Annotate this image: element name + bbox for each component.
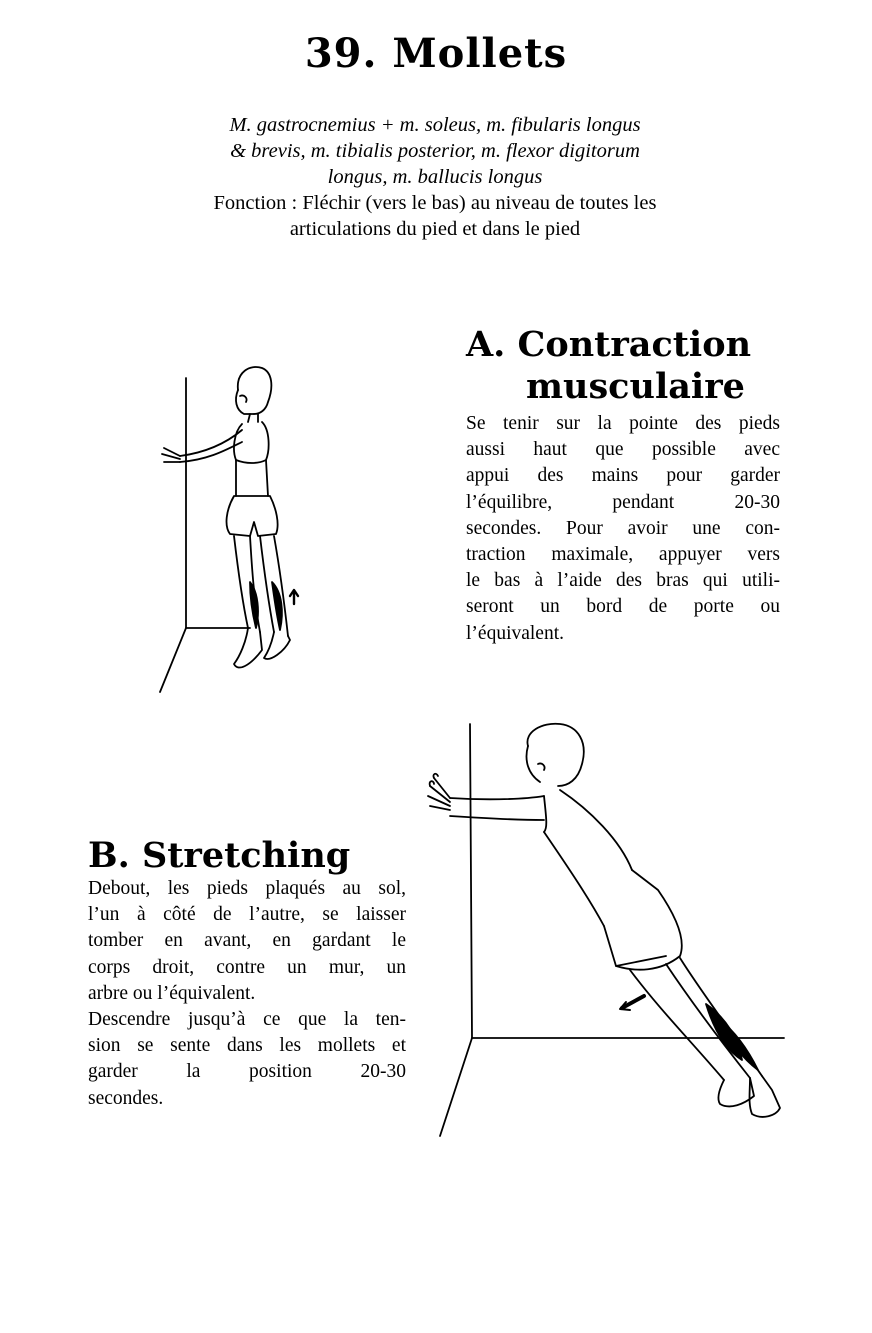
section-b-line: corps droit, contre un mur, un: [88, 956, 406, 978]
page-title: 39. Mollets: [304, 30, 568, 77]
muscle-line: & brevis, m. tibialis posterior, m. flexor digitorum: [230, 140, 640, 162]
section-b-line: arbre ou l’équivalent.: [88, 982, 256, 1004]
section-b-line: secondes.: [88, 1087, 164, 1109]
section-a-line: appui des mains pour garder: [466, 465, 780, 487]
muscle-line: longus, m. ballucis longus: [327, 166, 543, 188]
section-a-text: [466, 411, 780, 647]
section-b-line: Debout, les pieds plaqués au sol,: [88, 878, 406, 899]
illustration-stretching: [420, 720, 790, 1140]
section-a-line: Se tenir sur la pointe des pieds: [466, 413, 780, 434]
section-b-text: [88, 876, 406, 1112]
section-a-line: traction maximale, appuyer vers: [466, 544, 780, 566]
section-b-line: Descendre jusqu’à ce que la ten-: [88, 1009, 406, 1031]
section-b-line: tomber en avant, en gardant le: [88, 930, 406, 952]
function-description: [110, 190, 760, 242]
function-line: articulations du pied et dans le pied: [289, 218, 581, 240]
section-a-line: l’équivalent.: [466, 622, 565, 644]
section-a-heading-line: A. Contraction: [466, 324, 752, 365]
section-a-line: seront un bord de porte ou: [466, 596, 780, 618]
section-a-heading-line: musculaire: [526, 366, 745, 407]
section-b-heading: B. Stretching: [88, 835, 351, 876]
section-b-line: sion se sente dans les mollets et: [88, 1035, 406, 1057]
section-a-heading: [466, 324, 806, 408]
section-b-line: garder la position 20-30: [88, 1061, 406, 1083]
muscle-list: [130, 112, 740, 190]
illustration-contraction: [150, 360, 310, 700]
section-a-line: l’équilibre, pendant 20-30: [466, 491, 780, 513]
section-a-line: aussi haut que possible avec: [466, 439, 780, 461]
function-line: Fonction : Fléchir (vers le bas) au niveau de toutes les: [213, 192, 657, 214]
muscle-line: M. gastrocnemius + m. soleus, m. fibularis longus: [229, 114, 641, 136]
section-a-line: secondes. Pour avoir une con-: [466, 517, 780, 539]
section-b-line: l’un à côté de l’autre, se laisser: [88, 904, 406, 926]
section-a-line: le bas à l’aide des bras qui utili-: [466, 570, 780, 592]
